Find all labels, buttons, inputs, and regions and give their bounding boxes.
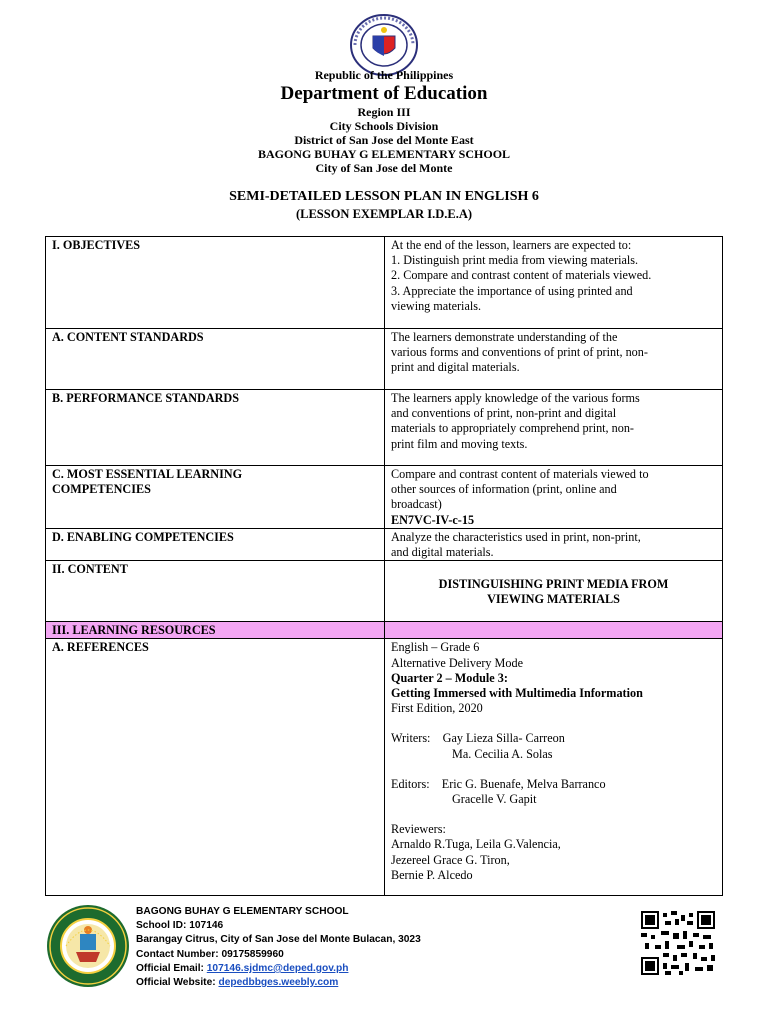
footer-school-id: School ID: 107146 [136, 920, 224, 932]
row-objectives [46, 237, 723, 329]
footer-address: Barangay Citrus, City of San Jose del Monte Bulacan, 3023 [136, 934, 421, 946]
learning-resources-label: III. LEARNING RESOURCES [46, 622, 385, 639]
melc-label: C. MOST ESSENTIAL LEARNING COMPETENCIES [46, 466, 385, 529]
footer-contact-info [136, 905, 421, 990]
footer-school-name: BAGONG BUHAY G ELEMENTARY SCHOOL [136, 906, 349, 917]
header-republic: Republic of the Philippines [314, 68, 454, 82]
content-topic: DISTINGUISHING PRINT MEDIA FROM VIEWING MATERIALS [385, 561, 723, 622]
row-content [46, 561, 723, 622]
melc-text: Compare and contrast content of materials viewed to other sources of information (print, online and broadcast) EN7VC-IV-c-15 [385, 466, 723, 529]
performance-standards-label: B. PERFORMANCE STANDARDS [46, 390, 385, 466]
references-label: A. REFERENCES [46, 639, 385, 896]
row-performance-standards [46, 390, 723, 466]
enabling-label: D. ENABLING COMPETENCIES [46, 528, 385, 560]
header-region: Region III [357, 105, 411, 119]
row-references [46, 639, 723, 896]
objectives-label: I. OBJECTIVES [46, 237, 385, 329]
performance-standards-text: The learners apply knowledge of the various forms and conventions of print, non-print and digital materials to appropriately comprehend print, non- print film and moving texts. [385, 390, 723, 466]
content-standards-label: A. CONTENT STANDARDS [46, 329, 385, 390]
references-text: English – Grade 6 Alternative Delivery Mode Quarter 2 – Module 3: Getting Immersed with Multimedia Information First Edition, 2020 Writers: Gay Lieza Silla- Carreon Ma. Cecilia A. Solas Editors: Eric G. Buenafe, Melva Barranco Gracelle V. Gapit Reviewers: Arnaldo R.Tuga, Leila G.Valencia, Jezereel Grace G. Tiron, Bernie P. Alcedo [385, 639, 723, 896]
deped-seal-logo [349, 14, 419, 76]
writers-line: Writers: Gay Lieza Silla- Carreon [391, 731, 565, 746]
row-learning-resources [46, 622, 723, 639]
qr-code-icon [641, 911, 715, 975]
header-division: City Schools Division [329, 119, 439, 133]
melc-code: EN7VC-IV-c-15 [391, 512, 475, 527]
lesson-plan-title: SEMI-DETAILED LESSON PLAN IN ENGLISH 6 [229, 189, 539, 204]
lesson-plan-subtitle: (LESSON EXEMPLAR I.D.E.A) [295, 207, 473, 221]
enabling-text: Analyze the characteristics used in print, non-print, and digital materials. [385, 528, 723, 560]
header-department: Department of Education [280, 83, 488, 104]
lesson-plan-table [45, 236, 723, 896]
row-enabling-competencies [46, 528, 723, 560]
footer-contact: Contact Number: 09175859960 [136, 948, 284, 960]
editors-line: Editors: Eric G. Buenafe, Melva Barranco [391, 776, 606, 791]
footer-email-line: Official Email: 107146.sjdmc@deped.gov.ph [136, 962, 349, 974]
website-link[interactable]: depedbbges.weebly.com [218, 977, 339, 989]
learning-resources-empty [385, 622, 723, 639]
content-standards-text: The learners demonstrate understanding of the various forms and conventions of print of print, non- print and digital materials. [385, 329, 723, 390]
footer-website-line: Official Website: depedbbges.weebly.com [136, 977, 339, 989]
row-melc [46, 466, 723, 529]
objectives-text: At the end of the lesson, learners are expected to: 1. Distinguish print media from viewing materials. 2. Compare and contrast content of materials viewed. 3. Appreciate the importance of using printed and viewing materials. [385, 237, 723, 329]
row-content-standards [46, 329, 723, 390]
school-seal-logo [46, 904, 130, 988]
header-district: District of San Jose del Monte East [294, 133, 474, 147]
email-link[interactable]: 107146.sjdmc@deped.gov.ph [206, 962, 349, 974]
content-label: II. CONTENT [46, 561, 385, 622]
header-city: City of San Jose del Monte [315, 161, 453, 175]
header-school: BAGONG BUHAY G ELEMENTARY SCHOOL [257, 147, 511, 161]
